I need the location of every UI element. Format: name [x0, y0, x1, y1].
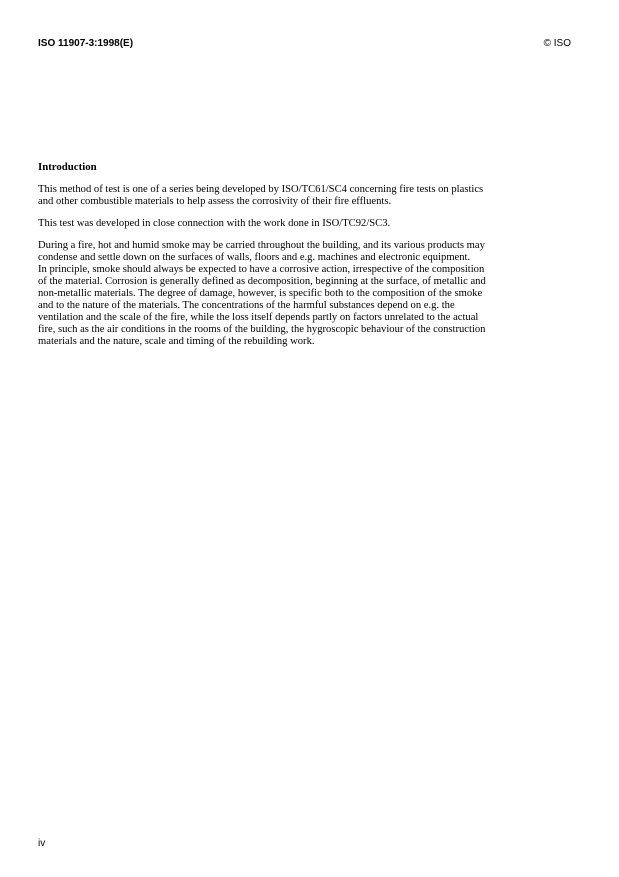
paragraph-line: of the material. Corrosion is generally defined as decomposition, beginning at the surface, of metallic and	[38, 276, 486, 287]
paragraph-line: materials and the nature, scale and timing of the rebuilding work.	[38, 336, 315, 347]
paragraph-line: condense and settle down on the surfaces of walls, floors and e.g. machines and electronic equipment.	[38, 252, 471, 263]
paragraph-line: During a fire, hot and humid smoke may be carried throughout the building, and its various products may	[38, 240, 485, 251]
document-body	[38, 161, 578, 358]
page-number: iv	[38, 838, 46, 849]
paragraph-line: fire, such as the air conditions in the rooms of the building, the hygroscopic behaviour of the construction	[38, 324, 486, 335]
document-id: ISO 11907-3:1998(E)	[38, 38, 134, 49]
paragraph-1	[38, 184, 578, 208]
copyright-notice: © ISO	[543, 38, 571, 49]
paragraph-line: This test was developed in close connection with the work done in ISO/TC92/SC3.	[38, 218, 391, 229]
section-title: Introduction	[38, 161, 97, 173]
paragraph-line: ventilation and the scale of the fire, while the loss itself depends partly on factors unrelated to the actual	[38, 312, 479, 323]
paragraph-line: and to the nature of the materials. The concentrations of the harmful substances depend on e.g. the	[38, 300, 455, 311]
paragraph-line: This method of test is one of a series being developed by ISO/TC61/SC4 concerning fire tests on plastics	[38, 184, 484, 195]
paragraph-3	[38, 240, 578, 348]
paragraph-line: non-metallic materials. The degree of damage, however, is specific both to the composition of the smoke	[38, 288, 483, 299]
paragraph-2	[38, 218, 578, 230]
paragraph-line: In principle, smoke should always be expected to have a corrosive action, irrespective of the composition	[38, 264, 485, 275]
paragraph-line: and other combustible materials to help assess the corrosivity of their fire effluents.	[38, 196, 392, 207]
